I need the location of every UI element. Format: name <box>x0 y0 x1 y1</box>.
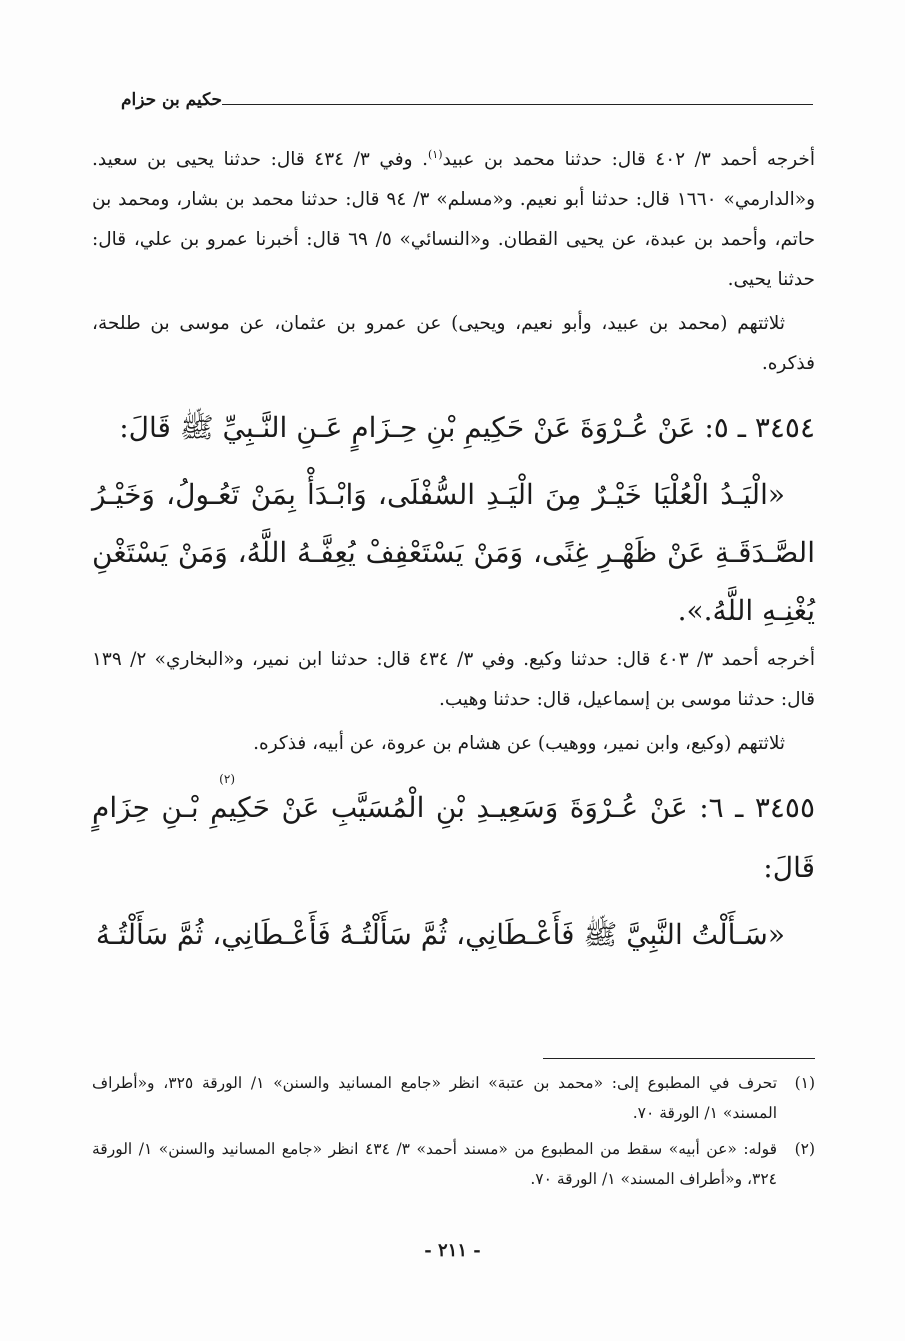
running-header <box>113 90 813 110</box>
takhrij-paragraph-1 <box>92 140 815 300</box>
footnote-number: (٢) <box>794 1140 816 1158</box>
footnote-text: قوله: «عن أبيه» سقط من المطبوع من «مسند أحمد» ٣/ ٤٣٤ انظر «جامع المسانيد والسنن» ١/ الورقة ٣٢٤، و«أطراف المسند» ١/ الورقة ٧٠. <box>92 1140 778 1188</box>
takhrij-text-1b: . وفي ٣/ ٤٣٤ قال: حدثنا يحيى بن سعيد. و«الدارمي» ١٦٦٠ قال: حدثنا أبو نعيم. و«مسلم» ٣/ ٩٤ قال: حدثنا محمد بن بشار، ومحمد بن حاتم، وأحمد بن عبدة، عن يحيى القطان. و«النسائي» ٥/ ٦٩ قال: أخبرنا عمرو بن علي، قال: حدثنا يحيى. <box>92 149 816 290</box>
header-rule <box>222 104 813 105</box>
hadith-3455-text: «سَـأَلْتُ النَّبِيَّ ﷺ فَأَعْـطَانِي، ثُمَّ سَأَلْتُـهُ فَأَعْـطَانِي، ثُمَّ سَأَلْتُـهُ <box>95 918 785 951</box>
footnote-2 <box>92 1134 815 1194</box>
chain-paragraph-2: ثلاثتهم (وكيع، وابن نمير، ووهيب) عن هشام بن عروة، عن أبيه، فذكره. <box>253 733 785 754</box>
running-title: حكيم بن حزام <box>121 90 222 110</box>
main-text <box>92 140 815 964</box>
hadith-3455-heading: ٣٤٥٥ ـ ٦: عَنْ عُـرْوَةَ وَسَعِيـدِ بْنِ الْمُسَيَّبِ عَنْ حَكِيمِ بْـنِ حِزَامٍ قَالَ: <box>92 791 815 884</box>
takhrij-paragraph-2: أخرجه أحمد ٣/ ٤٠٣ قال: حدثنا وكيع. وفي ٣/ ٤٣٤ قال: حدثنا ابن نمير، و«البخاري» ٢/ ١٣٩ قال: حدثنا موسى بن إسماعيل، قال: حدثنا وهيب. <box>92 649 815 710</box>
footnote-number: (١) <box>794 1074 816 1092</box>
footnote-separator <box>543 1058 815 1059</box>
footnote-ref-2[interactable]: (٢) <box>219 772 235 786</box>
chain-paragraph-1: ثلاثتهم (محمد بن عبيد، وأبو نعيم، ويحيى) عن عمرو بن عثمان، عن موسى بن طلحة، فذكره. <box>92 313 815 374</box>
footnote-ref-1[interactable]: (١) <box>427 147 443 161</box>
takhrij-text-1a: أخرجه أحمد ٣/ ٤٠٢ قال: حدثنا محمد بن عبيد <box>442 149 815 170</box>
footnote-text: تحرف في المطبوع إلى: «محمد بن عتبة» انظر «جامع المسانيد والسنن» ١/ الورقة ٣٢٥، و«أطراف المسند» ١/ الورقة ٧٠. <box>92 1074 778 1122</box>
page-number: - ٢١١ - <box>424 1240 481 1261</box>
footnote-1 <box>92 1068 815 1128</box>
hadith-3454-heading: ٣٤٥٤ ـ ٥: عَنْ عُـرْوَةَ عَنْ حَكِيمِ بْنِ حِـزَامٍ عَـنِ النَّـبِيِّ ﷺ قَالَ: <box>119 411 815 444</box>
hadith-3454-text: «الْيَـدُ الْعُلْيَا خَيْـرٌ مِنَ الْيَـدِ السُّفْلَى، وَابْـدَأْ بِمَنْ تَعُـولُ، وَخَيْـرُ الصَّـدَقَـةِ عَنْ ظَهْـرِ غِنًى، وَمَنْ يَسْتَعْفِفْ يُعِفَّـهُ اللَّهُ، وَمَنْ يَسْتَغْنِ يُغْنِـهِ اللَّهُ.». <box>92 478 815 627</box>
footnotes <box>92 1068 815 1200</box>
